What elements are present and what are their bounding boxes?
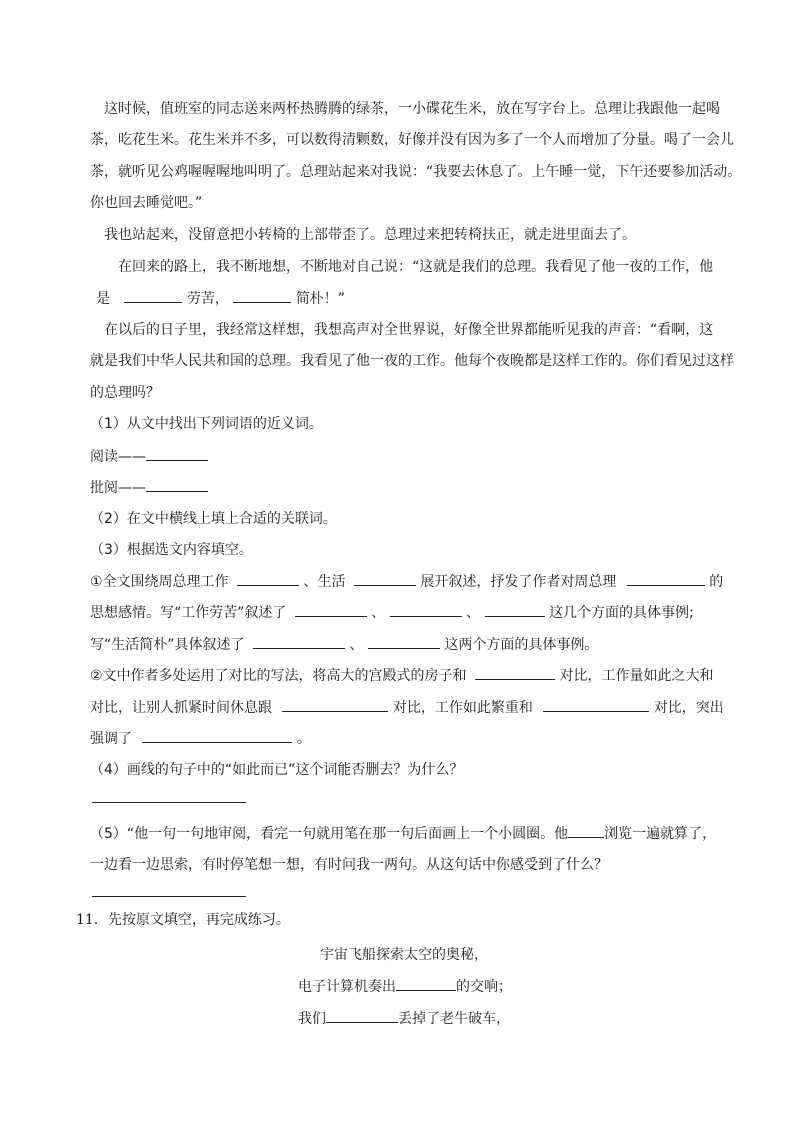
question-4-prompt: （4）画线的句子中的“如此而已”这个词能否删去？为什么？ bbox=[90, 762, 464, 778]
blank-fill[interactable] bbox=[124, 288, 182, 303]
answer-blank[interactable] bbox=[146, 477, 208, 492]
answer-blank[interactable] bbox=[568, 823, 604, 838]
text-segment: 展开叙述，抒发了作者对周总理 bbox=[420, 574, 617, 590]
text-segment: 、 bbox=[349, 637, 364, 653]
question-3-sentence-3 bbox=[90, 634, 598, 655]
text-segment: 丢掉了老牛破车， bbox=[398, 1011, 510, 1027]
question-5-answer-line[interactable] bbox=[92, 896, 246, 897]
answer-blank[interactable] bbox=[295, 602, 367, 617]
text-segment: 对比，工作如此繁重和 bbox=[392, 700, 533, 716]
question-4-answer-line[interactable] bbox=[92, 802, 246, 803]
question-1-prompt: （1）从文中找出下列词语的近义词。 bbox=[90, 416, 323, 432]
text-segment: 电子计算机奏出 bbox=[298, 979, 396, 995]
text-laoku: 劳苦， bbox=[186, 291, 229, 307]
poem-line-2 bbox=[298, 976, 512, 997]
answer-blank[interactable] bbox=[390, 602, 462, 617]
answer-blank[interactable] bbox=[142, 728, 292, 743]
answer-blank[interactable] bbox=[354, 571, 416, 586]
text-jianpu: 简朴！” bbox=[295, 291, 346, 307]
text-segment: 我们 bbox=[298, 1011, 326, 1027]
question-3-sentence-5 bbox=[90, 697, 724, 718]
paragraph-1-line-2: 茶，吃花生米。花生米并不多，可以数得清颗数，好像并没有因为多了一个人而增加了分量。喝了一会儿 bbox=[90, 132, 734, 148]
answer-blank[interactable] bbox=[326, 1008, 398, 1023]
question-3-sentence-2 bbox=[90, 602, 694, 623]
text-segment: 这几个方面的具体事例; bbox=[549, 605, 694, 621]
question-5-line-1 bbox=[90, 823, 716, 844]
text-segment: 。 bbox=[296, 731, 311, 747]
text-segment: 的 bbox=[709, 574, 724, 590]
text-segment: 对比，工作量如此之大和 bbox=[559, 668, 714, 684]
answer-blank[interactable] bbox=[368, 634, 440, 649]
text-segment: 这两个方面的具体事例。 bbox=[444, 637, 599, 653]
paragraph-1-line-1: 这时候，值班室的同志送来两杯热腾腾的绿茶，一小碟花生米，放在写字台上。总理让我跟他一起喝 bbox=[104, 101, 720, 117]
answer-blank[interactable] bbox=[146, 446, 208, 461]
text-segment: 、 bbox=[371, 605, 386, 621]
answer-blank[interactable] bbox=[396, 976, 456, 991]
paragraph-4-line-2: 就是我们中华人民共和国的总理。我看见了他一夜的工作。他每个夜晚都是这样工作的。你们看见过这样 bbox=[90, 353, 734, 369]
answer-blank[interactable] bbox=[237, 571, 299, 586]
text-segment: ①全文围绕周总理工作 bbox=[90, 574, 229, 590]
text-segment: 的交响； bbox=[456, 979, 512, 995]
text-segment: ②文中作者多处运用了对比的写法，将高大的宫殿式的房子和 bbox=[90, 668, 467, 684]
text-segment: 写“生活简朴”具体叙述了 bbox=[90, 637, 245, 653]
question-3-sentence-6 bbox=[90, 728, 311, 749]
text-segment: 对比，突出 bbox=[653, 700, 724, 716]
answer-blank[interactable] bbox=[627, 571, 705, 586]
text-shi: 是 bbox=[96, 291, 110, 307]
text-segment: （5）“他一句一句地审阅，看完一句就用笔在那一句后面画上一个小圆圈。他 bbox=[90, 826, 569, 842]
item-label: 阅读—— bbox=[90, 449, 146, 465]
answer-blank[interactable] bbox=[543, 697, 649, 712]
paragraph-3-line-1: 在回来的路上，我不断地想，不断地对自己说：“这就是我们的总理。我看见了他一夜的工作，他 bbox=[118, 259, 714, 275]
poem-line-3 bbox=[298, 1008, 510, 1029]
paragraph-1-line-4: 你也回去睡觉吧。” bbox=[90, 195, 203, 211]
answer-blank[interactable] bbox=[253, 634, 345, 649]
text-segment: 浏览一遍就算了， bbox=[604, 826, 717, 842]
item-label: 批阅—— bbox=[90, 480, 146, 496]
poem-line-1: 宇宙飞船探索太空的奥秘， bbox=[320, 947, 488, 963]
blank-fill[interactable] bbox=[233, 288, 291, 303]
question-1-item-2 bbox=[90, 477, 208, 498]
text-segment: 思想感情。写“工作劳苦”叙述了 bbox=[90, 605, 287, 621]
answer-blank[interactable] bbox=[282, 697, 388, 712]
answer-blank[interactable] bbox=[475, 665, 555, 680]
paragraph-4-line-3: 的总理吗？ bbox=[90, 385, 160, 401]
paragraph-2-line-1: 我也站起来，没留意把小转椅的上部带歪了。总理过来把转椅扶正，就走进里面去了。 bbox=[104, 227, 636, 243]
paragraph-3-line-2 bbox=[96, 288, 345, 309]
answer-blank[interactable] bbox=[485, 602, 545, 617]
paragraph-4-line-1: 在以后的日子里，我经常这样想，我想高声对全世界说，好像全世界都能听见我的声音：“看啊，这 bbox=[104, 322, 714, 338]
text-segment: 对比，让别人抓紧时间休息跟 bbox=[90, 700, 272, 716]
question-5-line-2: 一边看一边思索，有时停笔想一想，有时问我一两句。从这句话中你感受到了什么？ bbox=[90, 857, 608, 873]
text-segment: 、生活 bbox=[303, 574, 346, 590]
question-3-sentence-4 bbox=[90, 665, 713, 686]
question-1-item-1 bbox=[90, 446, 208, 467]
question-3-sentence-1 bbox=[90, 571, 723, 592]
paragraph-1-line-3: 茶，就听见公鸡喔喔喔地叫明了。总理站起来对我说：“我要去休息了。上午睡一觉，下午还要参加活动。 bbox=[90, 164, 742, 180]
text-segment: 强调了 bbox=[90, 731, 132, 747]
question-3-prompt: （3）根据选文内容填空。 bbox=[90, 542, 253, 558]
question-2-prompt: （2）在文中横线上填上合适的关联词。 bbox=[90, 511, 337, 527]
question-11-prompt: 11．先按原文填空，再完成练习。 bbox=[76, 912, 290, 928]
text-segment: 、 bbox=[466, 605, 481, 621]
